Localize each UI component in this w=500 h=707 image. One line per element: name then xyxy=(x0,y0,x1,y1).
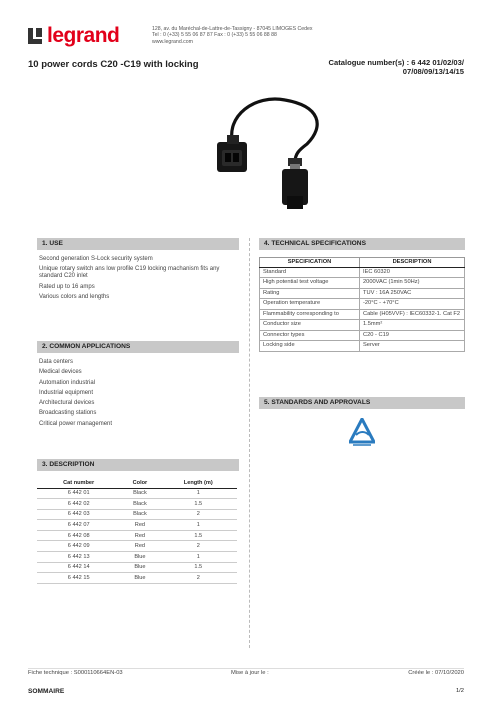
list-item: Rated up to 16 amps xyxy=(39,283,95,290)
company-address: 128, av. du Maréchal-de-Lattre-de-Tassigny - 87045 LIMOGES Cedex Tel : 0 (+33) 5 55 06 87 87 Fax : 0 (+33) 5 55 06 88 88 www.legrand.com xyxy=(152,26,313,45)
list-item: Critical power management xyxy=(39,420,113,427)
technical-specifications-table xyxy=(259,257,465,352)
section-description-heading: 3. DESCRIPTION xyxy=(37,459,239,471)
column-header: Cat number xyxy=(37,478,120,488)
section-applications-heading: 2. COMMON APPLICATIONS xyxy=(37,341,239,353)
page-number: 1/2 xyxy=(455,688,464,694)
footer-divider xyxy=(28,668,464,669)
table-row: Operation temperature -20°C - +70°C xyxy=(260,299,465,310)
table-row: 6 442 15 Blue 2 xyxy=(37,573,237,584)
section-technical-heading: 4. TECHNICAL SPECIFICATIONS xyxy=(259,238,465,250)
catalogue-numbers: Catalogue number(s) : 6 442 01/02/03/ 07/08/09/13/14/15 xyxy=(328,58,464,77)
column-header: Color xyxy=(120,478,159,488)
table-row: Flammability corresponding to Cable (H05VVF) : IEC60332-1. Cat F2 xyxy=(260,309,465,320)
list-item: Second generation S-Lock security system xyxy=(39,256,153,262)
use-list xyxy=(39,254,237,302)
column-header: SPECIFICATION xyxy=(260,258,360,268)
list-item: Medical devices xyxy=(39,369,82,376)
table-row: Connector types C20 - C19 xyxy=(260,330,465,341)
list-item: Industrial equipment xyxy=(39,389,94,396)
list-item: Various colors and lengths xyxy=(39,294,110,300)
table-row: 6 442 13 Blue 1 xyxy=(37,552,237,563)
legrand-logo-mark xyxy=(28,28,44,44)
table-row: 6 442 03 Black 2 xyxy=(37,509,237,520)
table-row: 6 442 14 Blue 1.5 xyxy=(37,562,237,573)
section-standards-heading: 5. STANDARDS AND APPROVALS xyxy=(259,397,465,409)
applications-list xyxy=(39,357,237,429)
table-row: 6 442 09 Red 2 xyxy=(37,541,237,552)
table-row: 6 442 07 Red 1 xyxy=(37,520,237,531)
mise-a-jour: Mise à jour le : xyxy=(231,670,269,676)
description-table xyxy=(37,478,237,584)
table-row: Conductor size 1.5mm² xyxy=(260,320,465,331)
page-title: 10 power cords C20 -C19 with locking xyxy=(28,59,199,70)
column-header: DESCRIPTION xyxy=(360,258,465,268)
table-row: Standard IEC 60320 xyxy=(260,267,465,278)
list-item: Data centers xyxy=(39,359,74,365)
table-row: Rating TUV : 16A 250VAC xyxy=(260,288,465,299)
sommaire-link[interactable]: SOMMAIRE xyxy=(28,688,65,695)
table-header-row xyxy=(37,478,237,488)
column-divider xyxy=(249,238,250,648)
table-header-row xyxy=(260,258,465,268)
brand-name: legrand xyxy=(47,24,120,47)
power-cord-image xyxy=(195,86,335,226)
creee-le: Créée le : 07/10/2020 xyxy=(408,670,464,676)
fiche-technique: Fiche technique : S000110664EN-03 xyxy=(28,670,123,676)
table-row: High potential test voltage 2000VAC (1min 50Hz) xyxy=(260,278,465,289)
list-item: Unique rotary switch ans low profile C19 locking machanism fits any standard C20 inlet xyxy=(39,265,220,279)
table-row: 6 442 01 Black 1 xyxy=(37,488,237,499)
section-use-heading: 1. USE xyxy=(37,238,239,250)
table-row: 6 442 02 Black 1.5 xyxy=(37,499,237,510)
table-row: Locking side Server xyxy=(260,341,465,352)
list-item: Architectural devices xyxy=(39,400,95,407)
list-item: Broadcasting stations xyxy=(39,410,97,417)
column-header: Length (m) xyxy=(160,478,238,488)
approval-mark-icon xyxy=(349,418,375,446)
list-item: Automation industrial xyxy=(39,379,96,386)
legrand-logo xyxy=(28,26,119,46)
table-row: 6 442 08 Red 1.5 xyxy=(37,530,237,541)
